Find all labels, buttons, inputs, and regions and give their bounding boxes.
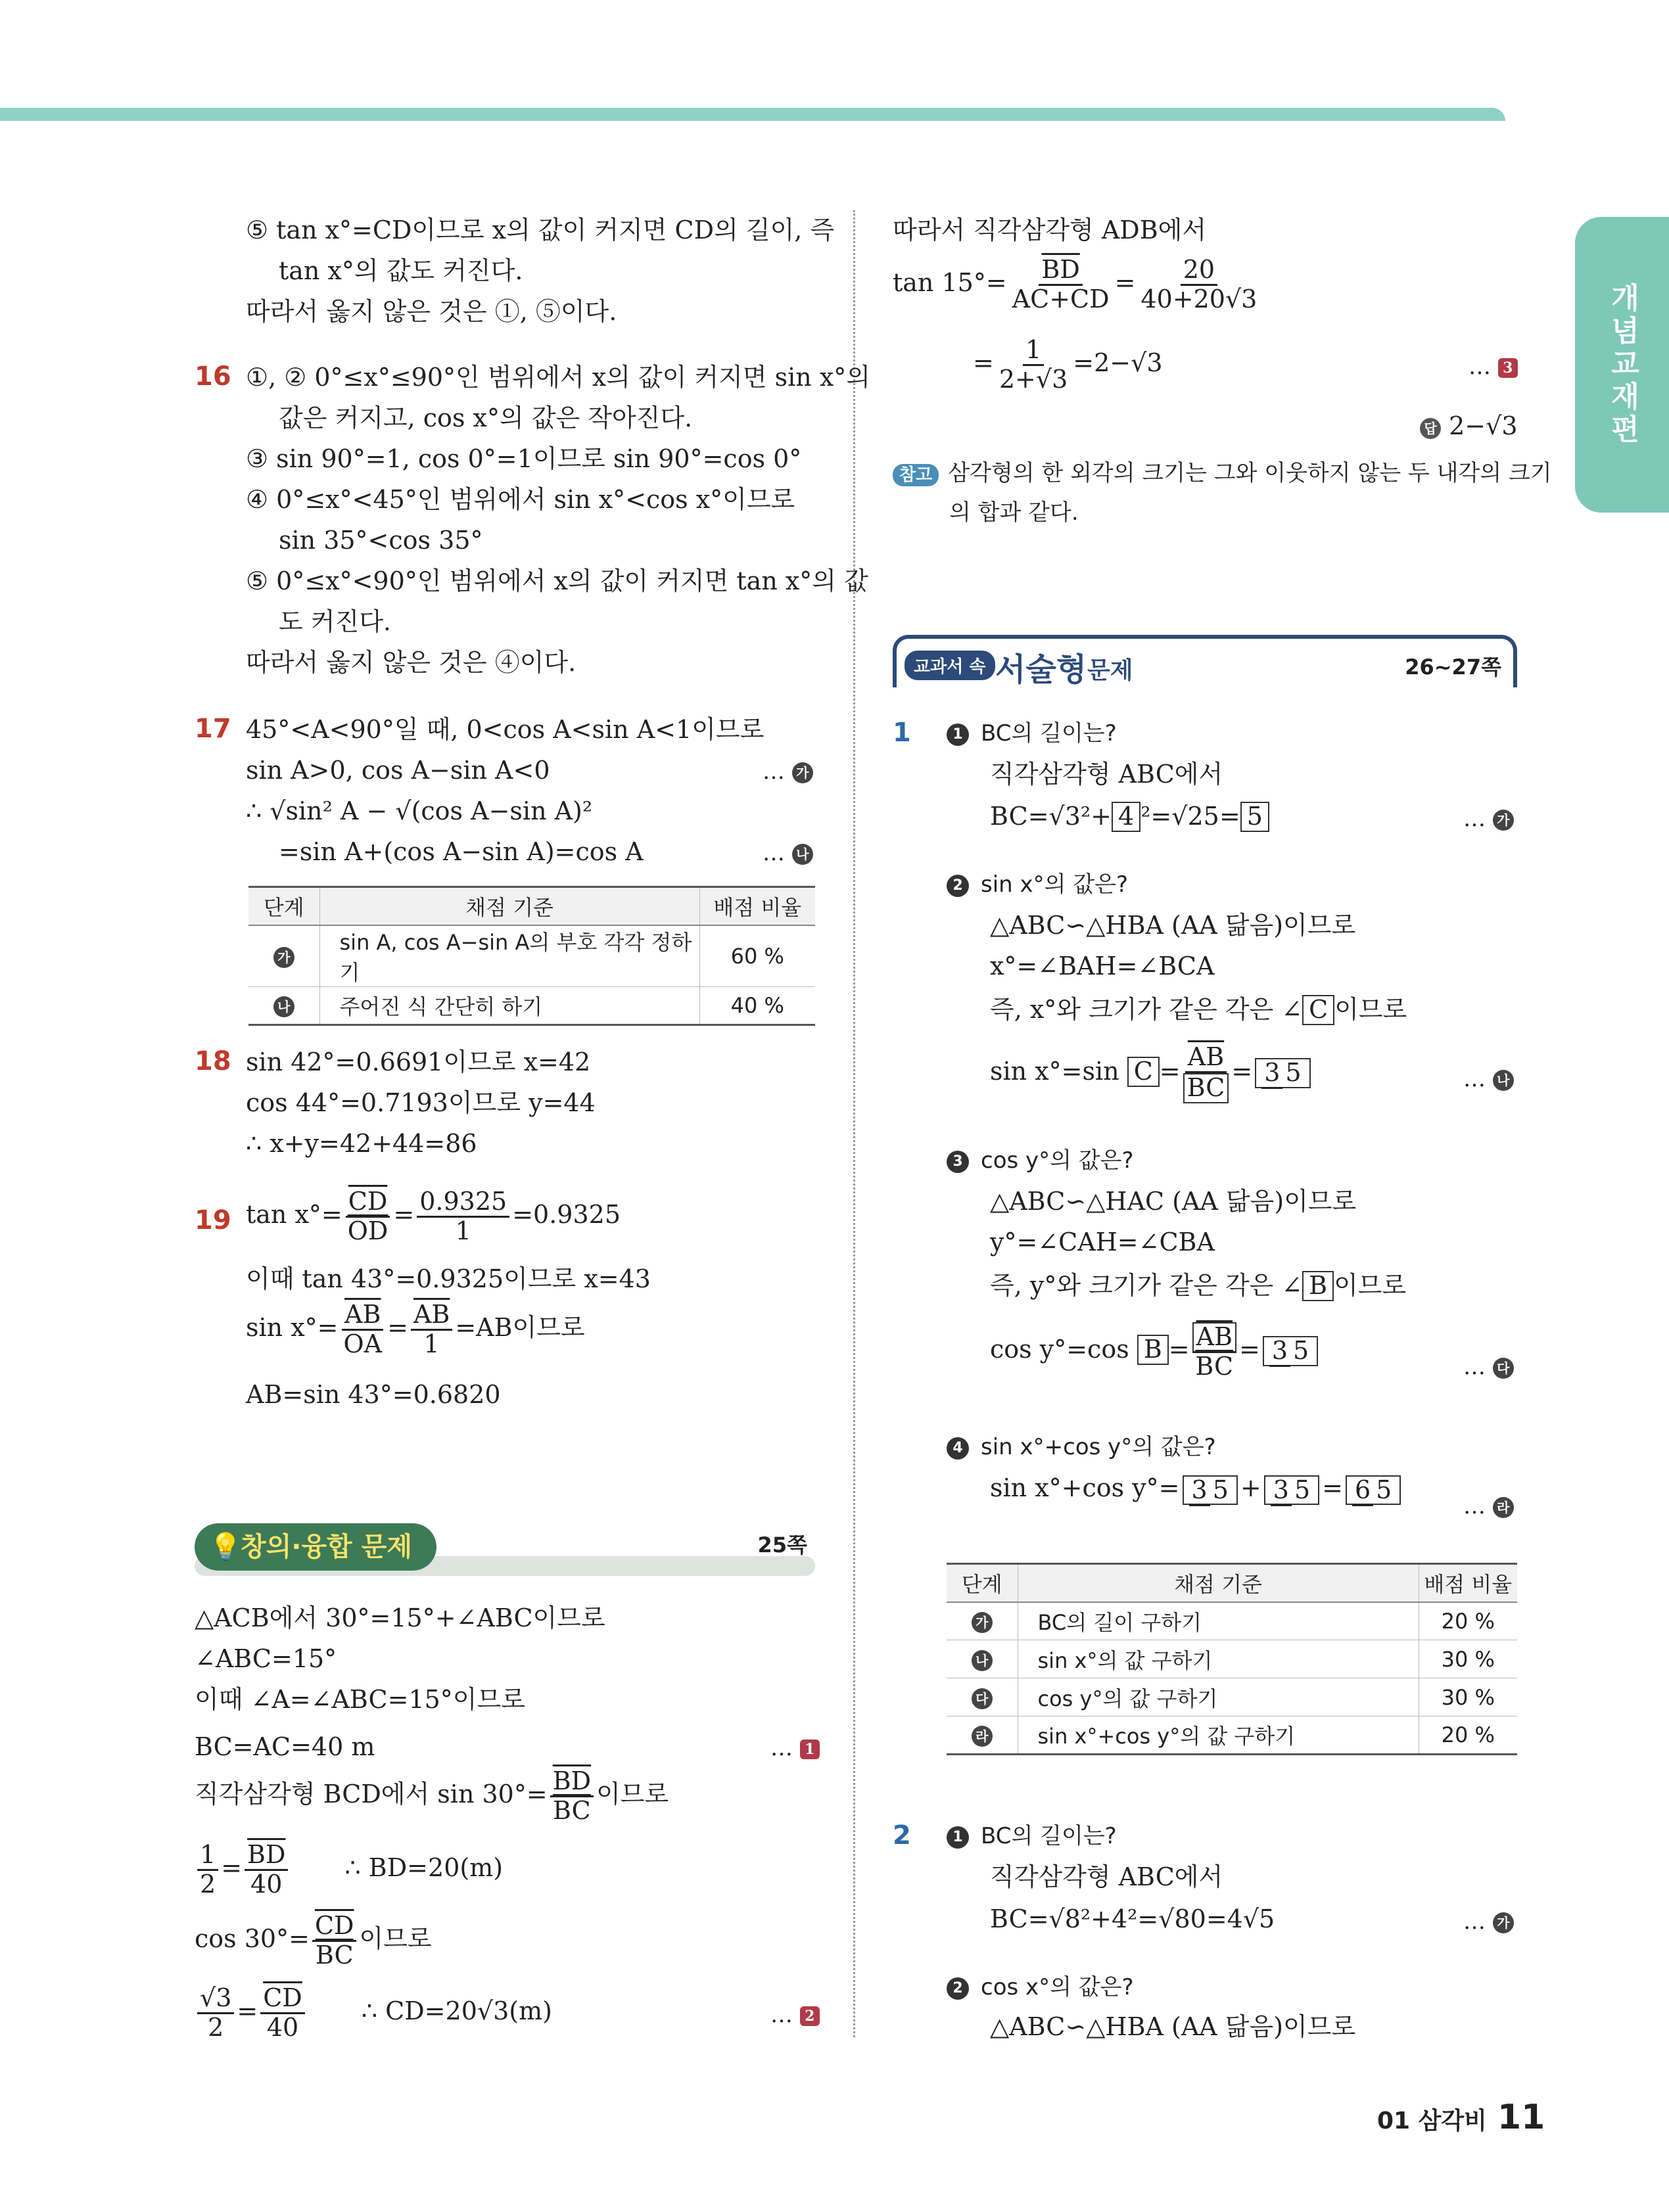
denominator: OA (343, 1329, 383, 1358)
step-mark: 3 (1498, 358, 1518, 378)
denominator: 2 (208, 2012, 224, 2042)
step-number: 3 (947, 1151, 969, 1173)
q18-line2: cos 44°=0.7193이므로 y=44 (246, 1088, 596, 1117)
denominator: 5 (1293, 1336, 1309, 1366)
step-mark: 가 (1493, 810, 1514, 831)
step-mark: 라 (1493, 1497, 1514, 1518)
text: 이므로 (596, 1779, 669, 1809)
q19-number: 19 (195, 1205, 231, 1235)
q18-number: 18 (195, 1046, 231, 1076)
r-cont-line3 (973, 336, 1163, 394)
q18-line1: sin 42°=0.6691이므로 x=42 (246, 1048, 591, 1076)
q17-number: 17 (195, 714, 231, 744)
p1-s3-question (947, 1147, 1134, 1174)
side-chapter-tab (1575, 217, 1669, 513)
q16-line6: ⑤ 0°≤x°<90°인 범위에서 x의 값이 커지면 tan x°의 값 (246, 566, 868, 595)
text: ∴ CD=20√3(m) (361, 1996, 552, 2025)
step-mark: 2 (800, 2006, 820, 2026)
table-cell: 30 % (1419, 1640, 1517, 1678)
text: tan 15°= (893, 267, 1007, 297)
fraction (1138, 256, 1259, 313)
numerator: $\overline{AB}$ (1185, 1044, 1227, 1073)
numerator: $\overline{BD}$ (1039, 256, 1082, 286)
question-text: cos x°의 값은? (981, 1974, 1134, 2000)
p1-number: 1 (893, 718, 911, 748)
creative-tag2: … 2 (770, 2002, 820, 2029)
step-mark: 나 (273, 996, 294, 1017)
denominator: 2 (200, 1869, 216, 1899)
table-cell: 20 % (1419, 1602, 1517, 1640)
p2-s1-line1: 직각삼각형 ABC에서 (990, 1862, 1223, 1891)
essay-title: 서술형 (995, 651, 1087, 688)
p1-s4-tag: … 라 (1463, 1493, 1514, 1520)
answer-box-fraction (1264, 1475, 1319, 1506)
p1-s2-tag: … 나 (1463, 1066, 1514, 1093)
step-mark: 라 (972, 1726, 993, 1747)
creative-line6: $\frac{1}{2}$ = $\frac{\overline{BD}}{40}$ ∴ BD=20(m) (195, 1841, 503, 1899)
table-row (947, 1678, 1517, 1717)
p2-s1-tag: … 가 (1463, 1908, 1514, 1935)
answer-box-fraction (1346, 1475, 1401, 1506)
text: tan x°= (246, 1199, 342, 1229)
p1-s2-line3 (990, 995, 1407, 1025)
numerator: 0.9325 (417, 1188, 509, 1218)
q17-line2: sin A>0, cos A−sin A<0 (246, 756, 550, 785)
table-cell: 주어진 식 간단히 하기 (319, 986, 699, 1025)
numerator: $\overline{AB}$ (1192, 1322, 1236, 1353)
creative-line7 (195, 1912, 432, 1970)
numerator: 3 (1189, 1475, 1210, 1506)
text: = (393, 1199, 415, 1229)
creative-banner (195, 1523, 815, 1576)
answer-box-fraction (1263, 1336, 1318, 1366)
step-number: 1 (947, 724, 969, 746)
table-row (248, 986, 815, 1025)
table-cell: 20 % (1419, 1717, 1517, 1755)
q16-line4: ④ 0°≤x°<45°인 범위에서 sin x°<cos x°이므로 (246, 485, 795, 514)
step-number: 2 (947, 875, 969, 897)
q19-line4: AB=sin 43°=0.6820 (246, 1380, 501, 1409)
table-cell: sin x°+cos y°의 값 구하기 (1018, 1717, 1419, 1755)
q16-line8: 따라서 옳지 않은 것은 ④이다. (246, 648, 576, 677)
q19-line1 (246, 1188, 621, 1245)
table-header: 단계 (947, 1564, 1018, 1602)
table-row (947, 1717, 1517, 1755)
p1-s3-line3 (990, 1271, 1406, 1301)
lightbulb-icon: 💡 (209, 1532, 242, 1562)
fraction (341, 1301, 385, 1358)
q17-line4: =sin A+(cos A−sin A)=cos A (279, 837, 644, 866)
p1-s1-line2 (990, 802, 1269, 832)
fraction (260, 1985, 305, 2042)
fraction (245, 1841, 288, 1899)
numerator: 3 (1271, 1475, 1292, 1506)
answer-box: C (1302, 995, 1334, 1025)
step-mark: 나 (792, 844, 813, 865)
p1-s4-line1: sin x°+cos y°= 3 5 + 3 5 = 6 5 (990, 1473, 1403, 1505)
page-footer (1377, 2098, 1545, 2137)
step-mark: 다 (972, 1688, 993, 1709)
table-cell: 40 % (699, 986, 815, 1025)
numerator: $\overline{BD}$ (245, 1841, 288, 1871)
numerator: $\overline{AB}$ (411, 1301, 452, 1331)
p1-s3-tag: … 다 (1463, 1354, 1514, 1381)
step-mark: 나 (972, 1650, 993, 1671)
q19-line3 (246, 1301, 585, 1358)
fraction (550, 1768, 594, 1825)
p2-s2-line1: △ABC∽△HBA (AA 닮음)이므로 (990, 2012, 1356, 2041)
table-cell: BC의 길이 구하기 (1018, 1602, 1419, 1640)
essay-title-suffix: 문제 (1087, 657, 1133, 684)
q16-number: 16 (195, 361, 231, 392)
denominator: BC (1195, 1351, 1234, 1381)
text: cos y°=cos (990, 1334, 1129, 1364)
text: BC=√3²+ (990, 802, 1112, 831)
q19-line2: 이때 tan 43°=0.9325이므로 x=43 (246, 1264, 651, 1293)
text: cos 30°= (195, 1924, 310, 1953)
step-number: 2 (947, 1977, 969, 2000)
p1-s2-question (947, 871, 1128, 898)
fraction (1010, 256, 1112, 313)
numerator: √3 (197, 1985, 234, 2014)
table-cell: cos y°의 값 구하기 (1018, 1678, 1419, 1717)
question-text: BC의 길이는? (981, 1823, 1117, 1849)
page-number: 11 (1497, 2098, 1545, 2137)
denominator: 2+√3 (999, 364, 1068, 394)
p1-s2-line2: x°=∠BAH=∠BCA (990, 952, 1215, 980)
p2-s2-question (947, 1974, 1134, 2001)
top-accent-line (0, 108, 1505, 121)
question-text: sin x°+cos y°의 값은? (981, 1434, 1216, 1460)
p2-number: 2 (893, 1820, 911, 1851)
text: 이므로 (1334, 995, 1407, 1024)
p1-s3-line4: cos y°=cos B = $\frac{\overline{AB}}{BC}$ = 3 5 (990, 1322, 1321, 1381)
text: =2−√3 (1073, 348, 1163, 377)
step-number: 1 (947, 1826, 969, 1849)
fraction (345, 1188, 391, 1245)
text: = (387, 1312, 408, 1342)
step-mark: 가 (792, 762, 813, 783)
fraction (1183, 1044, 1229, 1103)
denominator: 5 (1294, 1475, 1311, 1504)
table-row (947, 1602, 1517, 1640)
fraction (312, 1912, 357, 1970)
text: 즉, x°와 크기가 같은 각은 ∠ (990, 995, 1303, 1024)
text: sin x°=sin (990, 1056, 1119, 1086)
essay-badge: 교과서 속 (905, 651, 995, 680)
numerator: 1 (1023, 336, 1044, 366)
step-mark: 다 (1493, 1358, 1514, 1379)
note-badge: 참고 (893, 464, 939, 486)
answer-box-fraction (1255, 1058, 1310, 1088)
fraction (411, 1301, 452, 1358)
question-text: sin x°의 값은? (981, 871, 1129, 898)
p1-s4-question (947, 1434, 1216, 1461)
p1-s3-line2: y°=∠CAH=∠CBA (990, 1228, 1215, 1256)
text: ²=√25= (1140, 802, 1240, 831)
p1-s2-line1: △ABC∽△HBA (AA 닮음)이므로 (990, 911, 1356, 940)
denominator: 40 (266, 2012, 299, 2042)
denominator: 40+20√3 (1140, 284, 1258, 313)
q17-tag1: … 가 (763, 758, 813, 785)
text: =0.9325 (512, 1199, 621, 1229)
denominator: 5 (1285, 1058, 1302, 1088)
q16-line5: sin 35°<cos 35° (279, 526, 483, 555)
q15-line3: 따라서 옳지 않은 것은 ①, ⑤이다. (246, 297, 617, 326)
creative-line8: $\frac{√3}{2}$ = $\frac{\overline{CD}}{40}$ ∴ CD=20√3(m) (195, 1985, 552, 2042)
table-row (947, 1640, 1517, 1678)
chapter-label: 01 삼각비 (1377, 2108, 1487, 2134)
numerator: $\overline{CD}$ (260, 1985, 305, 2014)
r-cont-line1: 따라서 직각삼각형 ADB에서 (893, 216, 1207, 244)
text: = (973, 348, 994, 377)
table-cell: 60 % (699, 925, 815, 987)
note-line1 (893, 460, 1552, 487)
p1-score-table (947, 1563, 1517, 1755)
q18-line3: ∴ x+y=42+44=86 (246, 1129, 477, 1158)
question-text: cos y°의 값은? (981, 1147, 1134, 1174)
side-tab-label: 개념교재편 (1605, 283, 1639, 447)
p2-s1-question (947, 1823, 1117, 1850)
answer-icon: 답 (1420, 418, 1441, 439)
r-cont-tag3: … 3 (1469, 354, 1518, 380)
text: 이므로 (1334, 1271, 1407, 1300)
numerator: $\overline{CD}$ (346, 1188, 390, 1218)
table-header: 단계 (248, 887, 319, 925)
answer-box: 4 (1112, 802, 1140, 832)
numerator: 6 (1352, 1475, 1373, 1506)
r-cont-line2: tan 15°= $\frac{\overline{BD}}{AC+CD}$ = $\frac{20}{40+20√3}$ (893, 256, 1262, 313)
text: ∴ BD=20(m) (344, 1853, 504, 1882)
table-cell: 30 % (1419, 1678, 1517, 1717)
text: 이므로 (359, 1924, 432, 1953)
answer-box: B (1137, 1335, 1169, 1365)
answer-box-fraction (1183, 1475, 1238, 1506)
q15-line2: tan x°의 값도 커진다. (279, 256, 523, 285)
answer-box: 5 (1240, 802, 1269, 832)
step-mark: 나 (1493, 1070, 1514, 1091)
denominator: BC (553, 1795, 591, 1825)
text: =AB이므로 (455, 1312, 585, 1342)
question-text: BC의 길이는? (981, 720, 1117, 747)
fraction (997, 336, 1070, 394)
text: 즉, y°와 크기가 같은 각은 ∠ (990, 1271, 1303, 1300)
creative-line1: △ACB에서 30°=15°+∠ABC이므로 (195, 1603, 605, 1632)
q17-line3: ∴ √sin² A − √(cos A−sin A)² (246, 796, 593, 825)
note-line2: 의 합과 같다. (949, 499, 1079, 526)
p1-s2-line4: sin x°=sin C = $\frac{\overline{AB}}{BC}$ = 3 5 (990, 1044, 1313, 1103)
note-text: 삼각형의 한 외각의 크기는 그와 이웃하지 않는 두 내각의 크기 (948, 460, 1552, 486)
table-header: 배점 비율 (1419, 1564, 1517, 1602)
fraction (1192, 1322, 1236, 1381)
fraction (417, 1188, 509, 1245)
denominator: 1 (423, 1329, 440, 1358)
text: sin x°+cos y°= (990, 1473, 1180, 1502)
answer-value: 2−√3 (1449, 411, 1518, 440)
table-cell: sin A, cos A−sin A의 부호 각각 정하기 (319, 925, 699, 987)
q15-line1: ⑤ tan x°=CD이므로 x의 값이 커지면 CD의 길이, 즉 (246, 216, 835, 244)
creative-tag1: … 1 (770, 1735, 820, 1762)
p1-s1-tag: … 가 (1463, 806, 1514, 833)
p1-s1-question (947, 720, 1117, 747)
p1-s1-line1: 직각삼각형 ABC에서 (990, 760, 1223, 789)
q16-line1: ①, ② 0°≤x°≤90°인 범위에서 x의 값이 커지면 sin x°의 (246, 363, 870, 392)
answer-box: C (1127, 1057, 1160, 1087)
denominator: 1 (455, 1216, 471, 1245)
table-row (248, 925, 815, 987)
denominator: BC (315, 1940, 354, 1970)
denominator: 5 (1212, 1475, 1229, 1504)
creative-title-pill (195, 1523, 436, 1571)
numerator: 1 (197, 1841, 218, 1871)
fraction (197, 1841, 218, 1899)
numerator: 20 (1181, 256, 1217, 286)
step-mark: 가 (972, 1612, 993, 1633)
fraction (197, 1985, 234, 2042)
denominator: 5 (1376, 1475, 1392, 1504)
answer-box: B (1302, 1271, 1334, 1301)
q16-line2: 값은 커지고, cos x°의 값은 작아진다. (279, 403, 693, 432)
q16-line7: 도 커진다. (279, 607, 391, 636)
numerator: 3 (1269, 1336, 1290, 1367)
creative-page: 25쪽 (757, 1532, 807, 1557)
table-header: 채점 기준 (1018, 1564, 1419, 1602)
numerator: 3 (1261, 1058, 1282, 1089)
table-cell: sin x°의 값 구하기 (1018, 1640, 1419, 1678)
step-mark: 1 (800, 1740, 820, 1759)
numerator: $\overline{AB}$ (342, 1301, 383, 1331)
text: sin x°= (246, 1312, 339, 1342)
table-header: 배점 비율 (699, 887, 815, 925)
essay-banner (893, 635, 1517, 687)
table-header: 채점 기준 (319, 887, 699, 925)
step-mark: 가 (273, 947, 294, 968)
creative-line4: BC=AC=40 m (195, 1732, 375, 1761)
denominator: AC+CD (1012, 284, 1110, 313)
column-divider (853, 210, 855, 2037)
creative-line2: ∠ABC=15° (195, 1644, 337, 1673)
q16-line3: ③ sin 90°=1, cos 0°=1이므로 sin 90°=cos 0° (246, 444, 802, 473)
creative-title: 창의·융합 문제 (241, 1532, 412, 1562)
creative-line5 (195, 1768, 669, 1825)
step-number: 4 (947, 1437, 969, 1460)
p2-s1-line2: BC=√8²+4²=√80=4√5 (990, 1904, 1275, 1933)
step-mark: 가 (1493, 1912, 1514, 1933)
denominator: 40 (250, 1869, 283, 1899)
essay-page: 26~27쪽 (1405, 655, 1501, 680)
answer-row (1420, 411, 1518, 442)
denominator: OD (347, 1216, 388, 1245)
creative-line3: 이때 ∠A=∠ABC=15°이므로 (195, 1685, 525, 1714)
text: 직각삼각형 BCD에서 sin 30°= (195, 1779, 548, 1809)
numerator: $\overline{CD}$ (312, 1912, 357, 1942)
q17-score-table (248, 886, 815, 1026)
q17-tag2: … 나 (763, 840, 813, 867)
p1-s3-line1: △ABC∽△HAC (AA 닮음)이므로 (990, 1187, 1357, 1216)
numerator: $\overline{BD}$ (550, 1768, 594, 1797)
q17-line1: 45°<A<90°일 때, 0<cos A<sin A<1이므로 (246, 715, 764, 744)
denominator: BC (1183, 1073, 1229, 1103)
